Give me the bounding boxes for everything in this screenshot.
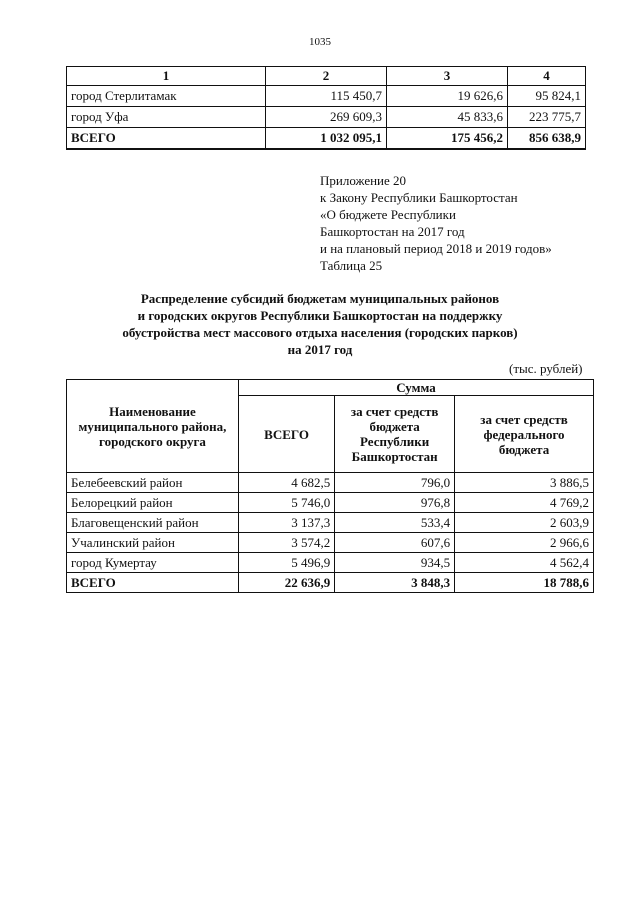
table-row	[67, 107, 586, 128]
header-cell: 3	[387, 67, 508, 86]
annex-line: к Закону Республики Башкортостан	[320, 190, 518, 205]
cell-value: 269 609,3	[266, 107, 387, 128]
title-line: обустройства мест массового отдыха населения (городских парков)	[122, 325, 518, 340]
cell-value: 5 746,0	[238, 493, 334, 513]
annex-line: Приложение 20	[320, 173, 407, 188]
table-row	[67, 533, 594, 553]
header-republic-budget: за счет средств бюджета Республики Башкортостан	[335, 396, 455, 473]
total-row	[67, 573, 594, 593]
total-value: 22 636,9	[238, 573, 334, 593]
cell-value: 3 137,3	[238, 513, 334, 533]
total-value: 3 848,3	[335, 573, 455, 593]
cell-value: 976,8	[335, 493, 455, 513]
title-line: Распределение субсидий бюджетам муниципальных районов	[140, 291, 500, 306]
row-name: Учалинский район	[67, 533, 239, 553]
cell-value: 115 450,7	[266, 86, 387, 107]
cell-value: 4 682,5	[238, 473, 334, 493]
cell-value: 3 886,5	[455, 473, 594, 493]
cell-value: 19 626,6	[387, 86, 508, 107]
row-name: город Уфа	[67, 107, 266, 128]
cell-value: 607,6	[335, 533, 455, 553]
annex-line: и на плановый период 2018 и 2019 годов»	[320, 241, 552, 256]
header-cell: 2	[266, 67, 387, 86]
total-value: 18 788,6	[455, 573, 594, 593]
document-title	[60, 290, 580, 358]
table-row	[67, 86, 586, 107]
row-name: город Стерлитамак	[67, 86, 266, 107]
cell-value: 4 769,2	[455, 493, 594, 513]
header-cell: 4	[508, 67, 586, 86]
header-total: ВСЕГО	[238, 396, 334, 473]
cell-value: 2 603,9	[455, 513, 594, 533]
annex-line: Башкортостан на 2017 год	[320, 224, 465, 239]
cell-value: 533,4	[335, 513, 455, 533]
cell-value: 223 775,7	[508, 107, 586, 128]
cell-value: 45 833,6	[387, 107, 508, 128]
table-row	[67, 513, 594, 533]
header-sum: Сумма	[238, 380, 593, 396]
header-cell: 1	[67, 67, 266, 86]
row-name: Белорецкий район	[67, 493, 239, 513]
total-row	[67, 128, 586, 150]
total-value: 175 456,2	[387, 128, 508, 150]
total-label: ВСЕГО	[67, 128, 266, 150]
row-name: Белебеевский район	[67, 473, 239, 493]
cell-value: 3 574,2	[238, 533, 334, 553]
cell-value: 2 966,6	[455, 533, 594, 553]
annex-line: «О бюджете Республики	[320, 207, 456, 222]
header-federal-budget: за счет средств федерального бюджета	[455, 396, 594, 473]
cell-value: 796,0	[335, 473, 455, 493]
title-line: на 2017 год	[287, 342, 353, 357]
table-row	[67, 553, 594, 573]
annex-line: Таблица 25	[320, 258, 383, 273]
total-value: 856 638,9	[508, 128, 586, 150]
header-name: Наименование муниципального района, городского округа	[67, 380, 239, 473]
cell-value: 934,5	[335, 553, 455, 573]
units-label: (тыс. рублей)	[509, 361, 583, 376]
continuation-table	[66, 66, 586, 150]
cell-value: 4 562,4	[455, 553, 594, 573]
page-number: 1035	[309, 36, 331, 48]
table-header-row	[67, 380, 594, 396]
title-line: и городских округов Республики Башкортостан на поддержку	[137, 308, 503, 323]
cell-value: 5 496,9	[238, 553, 334, 573]
total-label: ВСЕГО	[67, 573, 239, 593]
table-row	[67, 493, 594, 513]
subsidy-table	[66, 379, 594, 593]
row-name: Благовещенский район	[67, 513, 239, 533]
cell-value: 95 824,1	[508, 86, 586, 107]
annex-block	[320, 172, 552, 274]
row-name: город Кумертау	[67, 553, 239, 573]
table-header-row	[67, 67, 586, 86]
total-value: 1 032 095,1	[266, 128, 387, 150]
table-row	[67, 473, 594, 493]
